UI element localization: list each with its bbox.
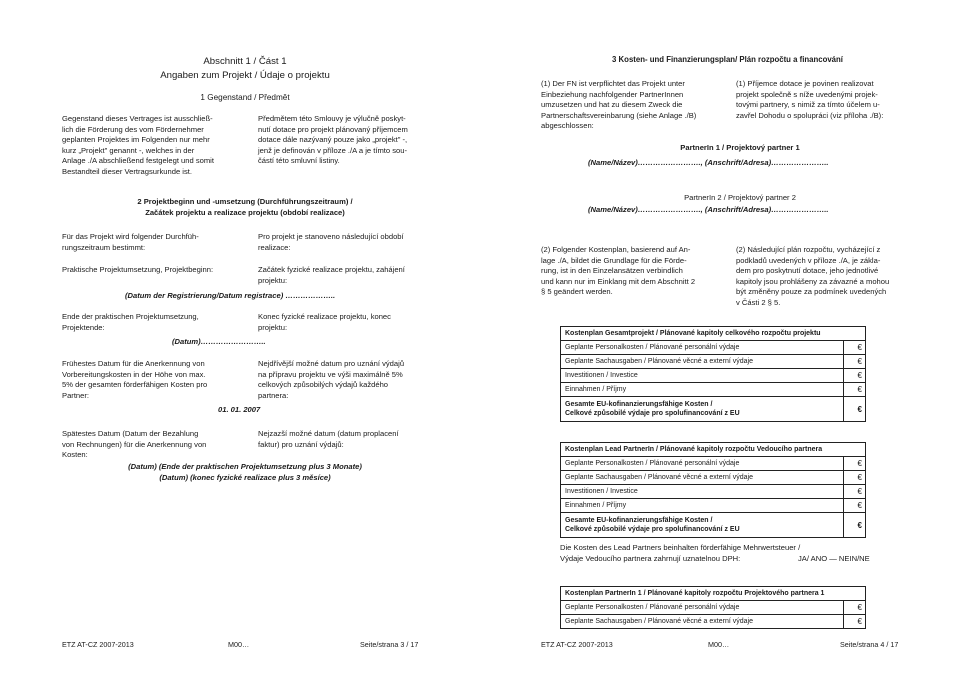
total-label: [561, 513, 844, 538]
text-line: Kosten:: [62, 450, 88, 460]
article2-title-line-1: 2 Projektbeginn und -umsetzung (Durchführungszeitraum) /: [137, 197, 353, 206]
text-line: Anlage ./A abschließend festgelegt und somit: [62, 156, 214, 166]
start-date-field[interactable]: (Datum der Registrierung/Datum registrace) ………………..: [125, 291, 336, 300]
text-line: Partner:: [62, 390, 90, 400]
period-cz: [258, 232, 433, 253]
text-line: Konec fyzické realizace projektu, konec: [258, 312, 391, 321]
row-label: Investitionen / Investice: [561, 485, 844, 499]
text-line: Předmětem této Smlouvy je výlučně poskyt-: [258, 114, 406, 123]
article2-title: [95, 197, 395, 218]
text-line: und kann nur im Einklang mit dem Abschnitt 2: [541, 276, 696, 286]
text-line: abgeschlossen:: [541, 121, 594, 131]
latest-date-field[interactable]: [95, 462, 395, 483]
text-line: projektu:: [258, 275, 288, 285]
text-line: Ende der praktischen Projektumsetzung,: [62, 312, 199, 321]
row-label: Geplante Sachausgaben / Plánované věcné a externí výdaje: [561, 471, 844, 485]
text-line: tovými partnery, s nimiž za tímto účelem u-: [736, 100, 880, 110]
amount-cell[interactable]: €: [844, 397, 866, 422]
vat-line-1: Die Kosten des Lead Partners beinhalten förderfähige Mehrwertsteuer /: [560, 543, 801, 552]
amount-cell[interactable]: €: [844, 485, 866, 499]
text-line: (2) Folgender Kostenplan, basierend auf An-: [541, 245, 691, 254]
row-label: Geplante Sachausgaben / Plánované věcné a externí výdaje: [561, 355, 844, 369]
partners-de: [541, 79, 726, 132]
text-line: na přípravu projektu ve výši maximálně 5%: [258, 369, 403, 379]
footer-right-page: Seite/strana 4 / 17: [840, 640, 899, 649]
end-date-field[interactable]: (Datum)……………………..: [172, 337, 266, 346]
text-line: dem pro poskytnutí dotace, jeho jednotlivé: [736, 266, 879, 276]
amount-cell[interactable]: €: [844, 601, 866, 615]
text-line: zavřel Dohodu o spolupráci (viz příloha ./B):: [736, 110, 884, 120]
table-header-row: [561, 327, 866, 341]
article1-de: [62, 114, 237, 178]
end-de: [62, 312, 232, 333]
text-line: celkových způsobilých výdajů každého: [258, 380, 389, 390]
article2-title-line-2: Začátek projektu a realizace projektu (období realizace): [145, 207, 345, 217]
table-row: [561, 341, 866, 355]
text-line: v Části 2 § 5.: [736, 297, 781, 307]
text-line: Začátek fyzické realizace projektu, zahájení: [258, 265, 405, 274]
text-line: projektu:: [258, 322, 288, 332]
text-line: faktur) pro uznání výdajů:: [258, 439, 344, 449]
text-line: částí této smluvní listiny.: [258, 156, 340, 166]
table-row: [561, 499, 866, 513]
cost-table-partner1: [560, 586, 866, 629]
amount-cell[interactable]: €: [844, 513, 866, 538]
text-line: kurz „Projekt" genannt -, welches in der: [62, 145, 195, 155]
section3-title: 3 Kosten- und Finanzierungsplan/ Plán rozpočtu a financování: [612, 55, 843, 64]
table-header: Kostenplan Gesamtprojekt / Plánované kapitoly celkového rozpočtu projektu: [561, 327, 866, 341]
row-label: Geplante Sachausgaben / Plánované věcné a externí výdaje: [561, 615, 844, 629]
table-row: [561, 457, 866, 471]
table-header-row: [561, 587, 866, 601]
prep-de: [62, 359, 242, 401]
total-label-line: Gesamte EU-kofinanzierungsfähige Kosten /: [565, 517, 713, 524]
prep-cz: [258, 359, 438, 401]
total-label-line: Celkové způsobilé výdaje pro spolufinancování z EU: [565, 526, 740, 533]
partner2-title: PartnerIn 2 / Projektový partner 2: [684, 193, 796, 202]
period-de: [62, 232, 232, 253]
vat-line-2: [560, 554, 880, 565]
text-line: (2) Následující plán rozpočtu, vycházející z: [736, 245, 881, 254]
latest-de: [62, 429, 242, 461]
amount-cell[interactable]: €: [844, 615, 866, 629]
text-line: realizace:: [258, 242, 291, 252]
text-line: Einbeziehung nachfolgender PartnerInnen: [541, 89, 684, 99]
text-line: (1) Der FN ist verpflichtet das Projekt unter: [541, 79, 685, 88]
text-line: (1) Příjemce dotace je povinen realizovat: [736, 79, 874, 88]
footer-left-program: ETZ AT-CZ 2007-2013: [62, 640, 134, 649]
row-label: Investitionen / Investice: [561, 369, 844, 383]
text-line: Gegenstand dieses Vertrages ist ausschließ-: [62, 114, 213, 123]
vat-label: Výdaje Vedoucího partnera zahrnují uznatelnou DPH:: [560, 553, 741, 563]
text-line: jenž je definován v příloze ./A a je tímto sou-: [258, 145, 408, 155]
costplan-cz: [736, 245, 916, 309]
cost-table-lead-partner: [560, 442, 866, 538]
total-label: [561, 397, 844, 422]
latest-cz: [258, 429, 438, 450]
text-line: lage ./A, bildet die Grundlage für die Förde-: [541, 255, 687, 265]
prep-date: 01. 01. 2007: [218, 405, 261, 414]
text-line: geplanten Projektes im Folgenden nur mehr: [62, 135, 210, 145]
amount-cell[interactable]: €: [844, 341, 866, 355]
table-total-row: [561, 397, 866, 422]
article1-title: 1 Gegenstand / Předmět: [200, 93, 290, 102]
amount-cell[interactable]: €: [844, 471, 866, 485]
start-de: [62, 265, 247, 276]
partners-cz: [736, 79, 911, 121]
row-label: Einnahmen / Příjmy: [561, 383, 844, 397]
text-line: Projektende:: [62, 322, 105, 332]
section-title: Abschnitt 1 / Část 1: [203, 56, 287, 67]
table-header: Kostenplan Lead PartnerIn / Plánované kapitoly rozpočtu Vedoucího partnera: [561, 443, 866, 457]
row-label: Geplante Personalkosten / Plánované personální výdaje: [561, 457, 844, 471]
table-row: [561, 355, 866, 369]
table-header: Kostenplan PartnerIn 1 / Plánované kapitoly rozpočtu Projektového partnera 1: [561, 587, 866, 601]
text-line: § 5 geändert werden.: [541, 287, 613, 297]
table-total-row: [561, 513, 866, 538]
text-line: von Rechnungen) für die Anerkennung von: [62, 439, 207, 449]
total-label-line: Celkové způsobilé výdaje pro spolufinancování z EU: [565, 410, 740, 417]
text-line: 5% der gesamten förderfähigen Kosten pro: [62, 380, 208, 390]
start-cz: [258, 265, 433, 286]
text-line: Spätestes Datum (Datum der Bezahlung: [62, 429, 199, 438]
table-row: [561, 471, 866, 485]
amount-cell[interactable]: €: [844, 499, 866, 513]
table-row: [561, 383, 866, 397]
table-row: [561, 615, 866, 629]
row-label: Einnahmen / Příjmy: [561, 499, 844, 513]
text-line: Nejzazší možné datum (datum proplacení: [258, 429, 399, 438]
table-row: [561, 485, 866, 499]
text-line: umzusetzen und hat zu diesem Zweck die: [541, 100, 683, 110]
text-line: rung, ist in den Einzelansätzen verbindlich: [541, 266, 683, 276]
text-line: rungszeitraum bestimmt:: [62, 242, 146, 252]
table-header-row: [561, 443, 866, 457]
latest-date-line-1: (Datum) (Ende der praktischen Projektumsetzung plus 3 Monate): [128, 462, 362, 471]
row-label: Geplante Personalkosten / Plánované personální výdaje: [561, 601, 844, 615]
section-subtitle: Angaben zum Projekt / Údaje o projektu: [160, 70, 330, 81]
partner2-name-field[interactable]: (Name/Název)……………………., (Anschrift/Adresa)…………………..: [588, 205, 829, 214]
vat-options[interactable]: JA/ ANO — NEIN/NE: [798, 553, 870, 563]
latest-date-line-2: (Datum) (konec fyzické realizace plus 3 měsíce): [159, 472, 331, 482]
end-cz: [258, 312, 433, 333]
text-line: kapitoly jsou prohlášeny za závazné a mohou: [736, 276, 890, 286]
text-line: dotace dále nazývaný pouze jako „projekt" -,: [258, 135, 408, 145]
text-line: Bestandteil dieser Vertragsurkunde ist.: [62, 166, 193, 176]
text-line: Nejdřívější možné datum pro uznání výdajů: [258, 359, 405, 368]
footer-right-program: ETZ AT-CZ 2007-2013: [541, 640, 613, 649]
text-line: Frühestes Datum für die Anerkennung von: [62, 359, 205, 368]
text-line: Für das Projekt wird folgender Durchfüh-: [62, 232, 199, 241]
footer-right-ref: M00…: [708, 640, 730, 649]
text-line: Pro projekt je stanoveno následující období: [258, 232, 404, 241]
partner1-title: PartnerIn 1 / Projektový partner 1: [680, 143, 800, 152]
costplan-de: [541, 245, 726, 298]
row-label: Geplante Personalkosten / Plánované personální výdaje: [561, 341, 844, 355]
amount-cell[interactable]: €: [844, 369, 866, 383]
cost-table-total: [560, 326, 866, 422]
vat-statement: [560, 543, 880, 564]
text-line: Partnerschaftsvereinbarung (siehe Anlage ./B): [541, 110, 697, 120]
partner1-name-field[interactable]: (Name/Název)……………………., (Anschrift/Adresa)…………………..: [588, 158, 829, 167]
text-line: lich die Förderung des vom Fördernehmer: [62, 124, 204, 134]
amount-cell[interactable]: €: [844, 457, 866, 471]
text-line: partnera:: [258, 390, 289, 400]
table-row: [561, 369, 866, 383]
text-line: projekt společně s níže uvedenými projek-: [736, 89, 878, 99]
text-line: nutí dotace pro projekt plánovaný příjemcem: [258, 124, 408, 134]
text-line: podkladů uvedených v příloze ./A, je zákla-: [736, 255, 881, 265]
text-line: Praktische Projektumsetzung, Projektbeginn:: [62, 265, 214, 274]
text-line: být změněny pouze za podmínek uvedených: [736, 287, 887, 297]
text-line: Vorbereitungskosten in der Höhe von max.: [62, 369, 206, 379]
amount-cell[interactable]: €: [844, 383, 866, 397]
table-row: [561, 601, 866, 615]
footer-left-ref: M00…: [228, 640, 250, 649]
article1-cz: [258, 114, 433, 167]
amount-cell[interactable]: €: [844, 355, 866, 369]
total-label-line: Gesamte EU-kofinanzierungsfähige Kosten /: [565, 401, 713, 408]
footer-left-page: Seite/strana 3 / 17: [360, 640, 419, 649]
